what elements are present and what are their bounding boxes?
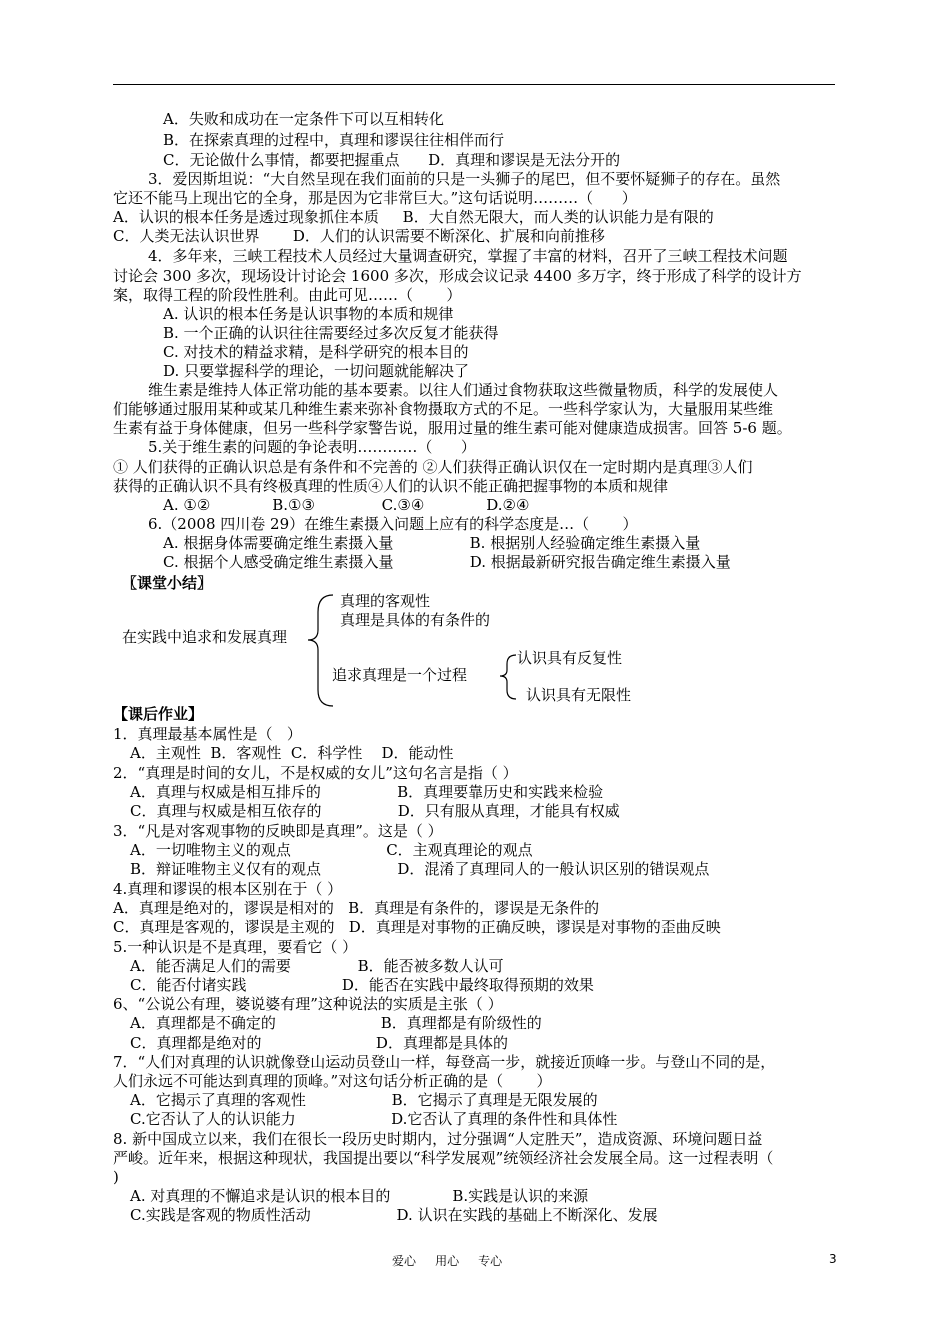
- text-line: C．人类无法认识世界 D．人们的认识需要不断深化、扩展和向前推移: [113, 227, 605, 245]
- text-line: 1．真理最基本属性是（ ）: [113, 725, 302, 743]
- text-line: 5.一种认识是不是真理，要看它（ ）: [113, 938, 358, 956]
- text-line: A. 对真理的不懈追求是认识的根本目的 B.实践是认识的来源: [130, 1187, 589, 1205]
- summary-sub-brace: [500, 655, 516, 699]
- text-line: ① 人们获得的正确认识总是有条件和不完善的 ②人们获得正确认识仅在一定时期内是真理③人们: [113, 458, 753, 476]
- text-line: C．无论做什么事情，都要把握重点 D．真理和谬误是无法分开的: [163, 151, 621, 169]
- text-line: A. 认识的根本任务是认识事物的本质和规律: [163, 305, 454, 323]
- text-line: 6、“公说公有理，婆说婆有理”这种说法的实质是主张（ ）: [113, 995, 503, 1013]
- text-line: C. 根据个人感受确定维生素摄入量 D. 根据最新研究报告确定维生素摄入量: [163, 553, 731, 571]
- text-line: B．在探索真理的过程中，真理和谬误往往相伴而行: [163, 131, 505, 149]
- text-line: C. 对技术的精益求精，是科学研究的根本目的: [163, 343, 469, 361]
- text-line: 严峻。近年来，根据这种现状，我国提出要以“科学发展观”统领经济社会发展全局。这一过程表明（: [113, 1149, 774, 1167]
- text-line: 它还不能马上现出它的全身，那是因为它非常巨大。”这句话说明………（ ）: [113, 189, 637, 207]
- text-line: 案，取得工程的阶段性胜利。由此可见……（ ）: [113, 286, 462, 304]
- footer-motto: 爱心 用心 专心: [392, 1254, 503, 1268]
- page-number: 3: [829, 1252, 837, 1266]
- text-line: 2．“真理是时间的女儿，不是权威的女儿”这句名言是指（ ）: [113, 764, 518, 782]
- text-line: 讨论会 300 多次，现场设计讨论会 1600 多次，形成会议记录 4400 多万字，终于形成了科学的设计方: [113, 267, 802, 285]
- text-line: C．真理与权威是相互依存的 D．只有服从真理，才能具有权威: [130, 802, 620, 820]
- text-line: C．真理都是绝对的 D．真理都是具体的: [130, 1034, 508, 1052]
- text-line: 4.真理和谬误的根本区别在于（ ）: [113, 880, 343, 898]
- text-line: C.它否认了人的认识能力 D.它否认了真理的条件性和具体性: [130, 1110, 618, 1128]
- text-line: A．真理与权威是相互排斥的 B．真理要靠历史和实践来检验: [130, 783, 604, 801]
- summary-main-brace: [308, 595, 333, 706]
- text-line: 8. 新中国成立以来，我们在很长一段历史时期内，过分强调“人定胜天”，造成资源、环境问题日益: [113, 1130, 763, 1148]
- text-line: 获得的正确认识不具有终极真理的性质④人们的认识不能正确把握事物的本质和规律: [113, 477, 669, 495]
- text-line: A．主观性 B．客观性 C．科学性 D．能动性: [130, 744, 454, 762]
- text-line: A. 根据身体需要确定维生素摄入量 B. 根据别人经验确定维生素摄入量: [163, 534, 701, 552]
- text-line: 6.（2008 四川卷 29）在维生素摄入问题上应有的科学态度是…（ ）: [148, 515, 638, 533]
- text-line: A．失败和成功在一定条件下可以互相转化: [163, 110, 444, 128]
- text-line: A．它揭示了真理的客观性 B．它揭示了真理是无限发展的: [130, 1091, 598, 1109]
- text-line: 3．“凡是对客观事物的反映即是真理”。这是（ ）: [113, 822, 443, 840]
- text-line: 〖课堂小结〗: [122, 574, 213, 592]
- text-line: 4．多年来，三峡工程技术人员经过大量调查研究，掌握了丰富的材料，召开了三峡工程技术问题: [148, 247, 788, 265]
- text-line: 7．“人们对真理的认识就像登山运动员登山一样，每登高一步，就接近顶峰一步。与登山不同的是，: [113, 1053, 776, 1071]
- text-line: 生素有益于身体健康，但另一些科学家警告说，服用过量的维生素可能对健康造成损害。回答 5-6 题。: [113, 419, 792, 437]
- summary-item-process: 追求真理是一个过程: [332, 666, 468, 684]
- summary-sub-repetition: 认识具有反复性: [517, 649, 623, 667]
- text-line: A．能否满足人们的需要 B．能否被多数人认可: [130, 957, 504, 975]
- text-line: A. ①② B.①③ C.③④ D.②④: [163, 496, 530, 514]
- text-line: C.实践是客观的物质性活动 D. 认识在实践的基础上不断深化、发展: [130, 1206, 658, 1224]
- text-line: ): [113, 1168, 119, 1186]
- text-line: A．认识的根本任务是透过现象抓住本质 B．大自然无限大，而人类的认识能力是有限的: [113, 208, 714, 226]
- text-line: 人们永远不可能达到真理的顶峰。”对这句话分析正确的是（ ）: [113, 1072, 552, 1090]
- text-line: C．真理是客观的，谬误是主观的 D．真理是对事物的正确反映，谬误是对事物的歪曲反映: [113, 918, 721, 936]
- text-line: 维生素是维持人体正常功能的基本要素。以往人们通过食物获取这些微量物质，科学的发展使人: [148, 381, 779, 399]
- text-line: B．辩证唯物主义仅有的观点 D．混淆了真理同人的一般认识区别的错误观点: [130, 860, 710, 878]
- summary-item-objective: 真理的客观性: [340, 592, 431, 610]
- summary-sub-infinity: 认识具有无限性: [526, 686, 632, 704]
- text-line: C．能否付诸实践 D．能否在实践中最终取得预期的效果: [130, 976, 594, 994]
- text-line: 5.关于维生素的问题的争论表明…………（ ）: [148, 438, 476, 456]
- text-line: A．真理都是不确定的 B．真理都是有阶级性的: [130, 1014, 542, 1032]
- summary-item-conditional: 真理是具体的有条件的: [340, 611, 491, 629]
- text-line: 【课后作业】: [113, 705, 204, 723]
- text-line: B. 一个正确的认识往往需要经过多次反复才能获得: [163, 324, 499, 342]
- text-line: D. 只要掌握科学的理论，一切问题就能解决了: [163, 362, 470, 380]
- summary-main: 在实践中追求和发展真理: [122, 628, 288, 646]
- text-line: A．真理是绝对的，谬误是相对的 B．真理是有条件的，谬误是无条件的: [113, 899, 600, 917]
- text-line: A．一切唯物主义的观点 C．主观真理论的观点: [130, 841, 533, 859]
- text-line: 们能够通过服用某种或某几种维生素来弥补食物摄取方式的不足。一些科学家认为，大量服用某些维: [113, 400, 774, 418]
- text-line: 3．爱因斯坦说：“大自然呈现在我们面前的只是一头狮子的尾巴，但不要怀疑狮子的存在。虽然: [148, 170, 781, 188]
